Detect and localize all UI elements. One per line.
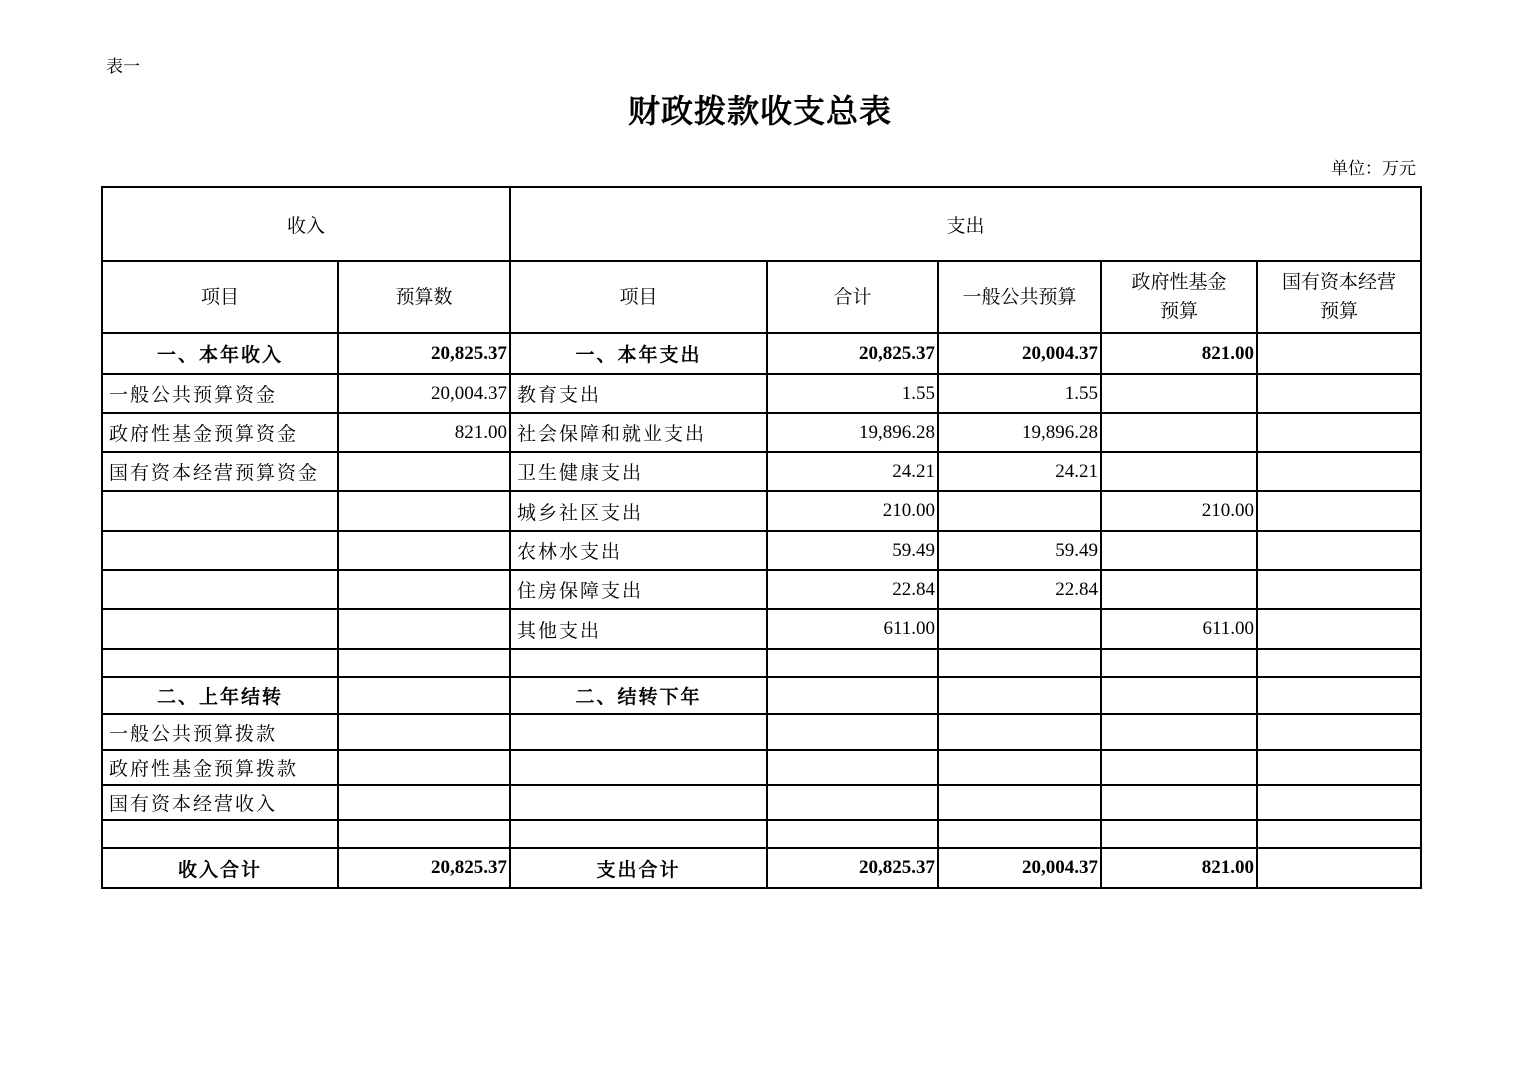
- general-budget-cell: 20,004.37: [938, 333, 1101, 374]
- unit-label: 单位：万元: [1331, 159, 1416, 179]
- header-row-2: [102, 261, 1421, 333]
- income-amount-cell: [338, 531, 510, 570]
- table-row: [102, 785, 1421, 820]
- table-row: [102, 374, 1421, 413]
- general-budget-cell: [938, 750, 1101, 785]
- soe-budget-cell: [1257, 677, 1421, 714]
- table-row: [102, 714, 1421, 750]
- income-amount-cell: [338, 491, 510, 531]
- soe-budget-cell: [1257, 333, 1421, 374]
- income-item-cell: [102, 649, 338, 677]
- income-amount-cell: [338, 714, 510, 750]
- general-budget-cell: 59.49: [938, 531, 1101, 570]
- income-item-cell: [102, 531, 338, 570]
- income-amount-cell: [338, 609, 510, 649]
- fiscal-summary-table: [101, 186, 1422, 889]
- expense-item-cell: 二、结转下年: [510, 677, 767, 714]
- soe-header-line1: 国有资本经营: [1282, 271, 1397, 293]
- total-cell: [767, 649, 938, 677]
- total-cell: 59.49: [767, 531, 938, 570]
- soe-budget-cell: [1257, 452, 1421, 491]
- soe-budget-cell: [1257, 491, 1421, 531]
- income-amount-cell: 821.00: [338, 413, 510, 452]
- general-budget-cell: [938, 609, 1101, 649]
- soe-budget-cell: [1257, 649, 1421, 677]
- income-item-cell: 一般公共预算资金: [102, 374, 338, 413]
- expense-item-cell: 一、本年支出: [510, 333, 767, 374]
- general-budget-cell: [938, 491, 1101, 531]
- table-row: [102, 531, 1421, 570]
- table-number: 表一: [106, 57, 140, 77]
- gov-fund-cell: [1101, 750, 1257, 785]
- gov-fund-cell: [1101, 714, 1257, 750]
- income-item-cell: [102, 609, 338, 649]
- soe-budget-cell: [1257, 374, 1421, 413]
- income-item-cell: 收入合计: [102, 848, 338, 888]
- gov-fund-header: [1101, 261, 1257, 333]
- gov-fund-cell: 611.00: [1101, 609, 1257, 649]
- expense-item-cell: 农林水支出: [510, 531, 767, 570]
- total-header: 合计: [767, 261, 938, 333]
- general-budget-cell: 22.84: [938, 570, 1101, 609]
- income-amount-cell: [338, 785, 510, 820]
- gov-fund-header-line1: 政府性基金: [1131, 271, 1227, 293]
- gov-fund-cell: [1101, 413, 1257, 452]
- total-cell: [767, 750, 938, 785]
- expense-item-cell: [510, 750, 767, 785]
- gov-fund-cell: 821.00: [1101, 333, 1257, 374]
- general-budget-cell: 19,896.28: [938, 413, 1101, 452]
- total-cell: 20,825.37: [767, 333, 938, 374]
- income-amount-cell: [338, 452, 510, 491]
- general-budget-cell: [938, 649, 1101, 677]
- income-amount-cell: [338, 570, 510, 609]
- expense-item-cell: 其他支出: [510, 609, 767, 649]
- general-budget-cell: [938, 677, 1101, 714]
- soe-budget-cell: [1257, 609, 1421, 649]
- gov-fund-cell: [1101, 649, 1257, 677]
- total-cell: 19,896.28: [767, 413, 938, 452]
- income-amount-cell: [338, 677, 510, 714]
- general-budget-cell: [938, 820, 1101, 848]
- expense-item-cell: 社会保障和就业支出: [510, 413, 767, 452]
- table-row: [102, 820, 1421, 848]
- general-budget-cell: [938, 714, 1101, 750]
- income-item-cell: 二、上年结转: [102, 677, 338, 714]
- total-cell: 611.00: [767, 609, 938, 649]
- page-title: 财政拨款收支总表: [627, 92, 892, 130]
- income-item-cell: 国有资本经营预算资金: [102, 452, 338, 491]
- gov-fund-cell: [1101, 820, 1257, 848]
- soe-budget-cell: [1257, 531, 1421, 570]
- income-amount-cell: [338, 820, 510, 848]
- income-header: 收入: [102, 187, 510, 261]
- income-budget-header: 预算数: [338, 261, 510, 333]
- total-cell: 1.55: [767, 374, 938, 413]
- income-amount-cell: [338, 649, 510, 677]
- expense-item-cell: [510, 820, 767, 848]
- general-budget-cell: 24.21: [938, 452, 1101, 491]
- soe-budget-cell: [1257, 750, 1421, 785]
- table-row: [102, 491, 1421, 531]
- total-cell: 22.84: [767, 570, 938, 609]
- table-row: [102, 649, 1421, 677]
- total-cell: 210.00: [767, 491, 938, 531]
- income-amount-cell: 20,825.37: [338, 848, 510, 888]
- table-row: [102, 750, 1421, 785]
- gov-fund-cell: 210.00: [1101, 491, 1257, 531]
- gov-fund-cell: 821.00: [1101, 848, 1257, 888]
- expense-item-cell: [510, 649, 767, 677]
- table-row: [102, 413, 1421, 452]
- income-item-cell: 国有资本经营收入: [102, 785, 338, 820]
- total-cell: 24.21: [767, 452, 938, 491]
- expense-item-cell: 卫生健康支出: [510, 452, 767, 491]
- general-budget-cell: 20,004.37: [938, 848, 1101, 888]
- gov-fund-cell: [1101, 374, 1257, 413]
- header-row-1: [102, 187, 1421, 261]
- total-cell: 20,825.37: [767, 848, 938, 888]
- expense-item-cell: 城乡社区支出: [510, 491, 767, 531]
- soe-budget-cell: [1257, 714, 1421, 750]
- income-item-cell: [102, 491, 338, 531]
- expense-item-cell: 教育支出: [510, 374, 767, 413]
- income-amount-cell: [338, 750, 510, 785]
- soe-budget-cell: [1257, 820, 1421, 848]
- table-row: [102, 848, 1421, 888]
- soe-budget-cell: [1257, 413, 1421, 452]
- general-budget-header: 一般公共预算: [938, 261, 1101, 333]
- expense-item-cell: [510, 714, 767, 750]
- income-item-cell: 一般公共预算拨款: [102, 714, 338, 750]
- table-row: [102, 677, 1421, 714]
- income-item-cell: 一、本年收入: [102, 333, 338, 374]
- income-item-cell: 政府性基金预算资金: [102, 413, 338, 452]
- income-item-cell: [102, 570, 338, 609]
- soe-budget-cell: [1257, 785, 1421, 820]
- gov-fund-cell: [1101, 677, 1257, 714]
- total-cell: [767, 785, 938, 820]
- expense-header: 支出: [510, 187, 1421, 261]
- table-row: [102, 333, 1421, 374]
- income-item-cell: 政府性基金预算拨款: [102, 750, 338, 785]
- soe-budget-cell: [1257, 848, 1421, 888]
- gov-fund-header-line2: 预算: [1160, 300, 1199, 322]
- total-cell: [767, 677, 938, 714]
- expense-item-cell: [510, 785, 767, 820]
- total-cell: [767, 820, 938, 848]
- income-amount-cell: 20,004.37: [338, 374, 510, 413]
- income-amount-cell: 20,825.37: [338, 333, 510, 374]
- table-row: [102, 452, 1421, 491]
- gov-fund-cell: [1101, 531, 1257, 570]
- gov-fund-cell: [1101, 570, 1257, 609]
- table-row: [102, 609, 1421, 649]
- expense-item-cell: 住房保障支出: [510, 570, 767, 609]
- soe-header: [1257, 261, 1421, 333]
- soe-budget-cell: [1257, 570, 1421, 609]
- general-budget-cell: [938, 785, 1101, 820]
- expense-item-header: 项目: [510, 261, 767, 333]
- income-item-cell: [102, 820, 338, 848]
- general-budget-cell: 1.55: [938, 374, 1101, 413]
- table-row: [102, 570, 1421, 609]
- expense-item-cell: 支出合计: [510, 848, 767, 888]
- gov-fund-cell: [1101, 452, 1257, 491]
- total-cell: [767, 714, 938, 750]
- income-item-header: 项目: [102, 261, 338, 333]
- soe-header-line2: 预算: [1320, 300, 1359, 322]
- gov-fund-cell: [1101, 785, 1257, 820]
